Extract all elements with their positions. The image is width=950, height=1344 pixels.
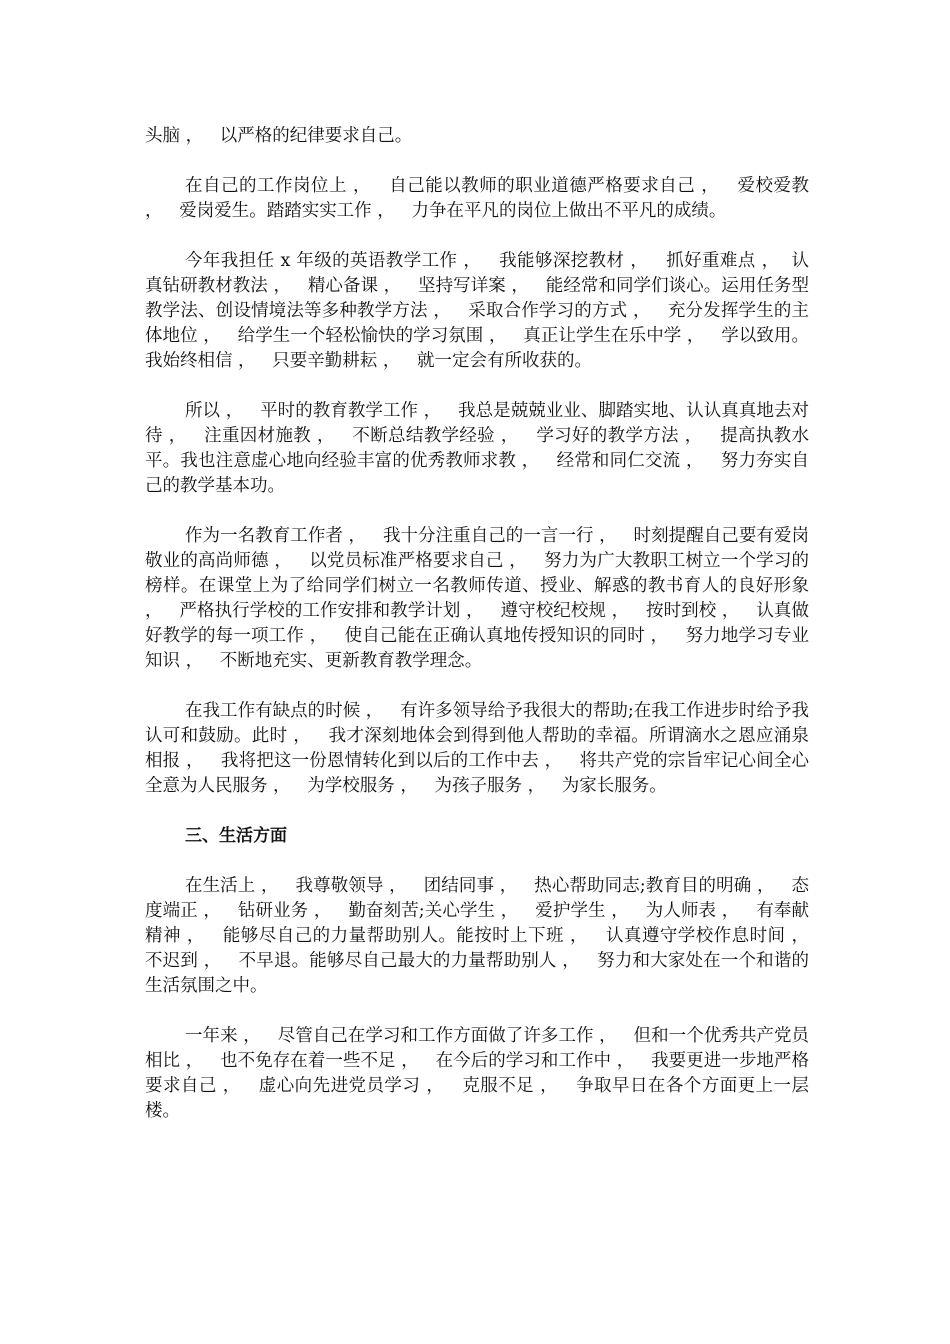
paragraph-continuation: 头脑 ， 以严格的纪律要求自己。 — [145, 126, 413, 146]
paragraph-gratitude: 在我工作有缺点的时候 ， 有许多领导给予我很大的帮助;在我工作进步时给予我认可和鼓励。此时 ， 我才深刻地体会到得到他人帮助的幸福。所谓滴水之恩应涌泉相报 ， 我将把这一份恩情转化到以后的工作中去 ， 将共产党的宗旨牢记心间全心全意为人民服务 ， 为学校服务 ， 为孩子服务 ， 为家长服务。 — [145, 701, 809, 796]
paragraph-conclusion: 一年来 ， 尽管自己在学习和工作方面做了许多工作 ， 但和一个优秀共产党员相比 ， 也不免存在着一些不足 ， 在今后的学习和工作中 ， 我要更进一步地严格要求自己 ， 虚心向先进党员学习 ， 克服不足 ， 争取早日在各个方面更上一层楼。 — [145, 1026, 809, 1121]
paragraph-work-ethics: 在自己的工作岗位上 ， 自己能以教师的职业道德严格要求自己 ， 爱校爱教 ， 爱岗爱生。踏踏实实工作 ， 力争在平凡的岗位上做出不平凡的成绩。 — [145, 176, 815, 221]
paragraph-english-teaching: 今年我担任 x 年级的英语教学工作 ， 我能够深挖教材 ， 抓好重难点 ， 认真钻研教材教法 ， 精心备课 ， 坚持写详案 ， 能经常和同学们谈心。运用任务型教学法、创设情境法等多种教学方法 ， 采取合作学习的方式 ， 充分发挥学生的主体地位 ， 给学生一个轻松愉快的学习氛围 ， 真正让学生在乐中学 ， 学以致用。我始终相信 ， 只要辛勤耕耘 ， 就一定会有所收获的。 — [145, 251, 809, 371]
section-heading-life: 三、生活方面 — [185, 826, 287, 846]
paragraph-role-model: 作为一名教育工作者 ， 我十分注重自己的一言一行 ， 时刻提醒自己要有爱岗敬业的高尚师德 ， 以党员标准严格要求自己 ， 努力为广大教职工树立一个学习的榜样。在课堂上为了给同学们树立一名教师传道、授业、解惑的教书育人的良好形象 ， 严格执行学校的工作安排和教学计划 ， 遵守校纪校规 ， 按时到校 ， 认真做好教学的每一项工作 ， 使自己能在正确认真地传授知识的同时 ， 努力地学习专业知识 ， 不断地充实、更新教育教学理念。 — [145, 526, 815, 671]
document-body — [145, 124, 826, 1149]
paragraph-life-conduct: 在生活上 ， 我尊敬领导 ， 团结同事 ， 热心帮助同志;教育目的明确 ， 态度端正 ， 钻研业务 ， 勤奋刻苦;关心学生 ， 爱护学生 ， 为人师表 ， 有奉献精神 ， 能够尽自己的力量帮助别人。能按时上下班 ， 认真遵守学校作息时间 ， 不迟到 ， 不早退。能够尽自己最大的力量帮助别人 ， 努力和大家处在一个和谐的生活氛围之中。 — [145, 876, 826, 996]
paragraph-teaching-attitude: 所以 ， 平时的教育教学工作 ， 我总是兢兢业业、脚踏实地、认认真真地去对待 ， 注重因材施教 ， 不断总结教学经验 ， 学习好的教学方法 ， 提高执教水平。我也注意虚心地向经验丰富的优秀教师求教 ， 经常和同仁交流 ， 努力夯实自己的教学基本功。 — [145, 401, 809, 496]
